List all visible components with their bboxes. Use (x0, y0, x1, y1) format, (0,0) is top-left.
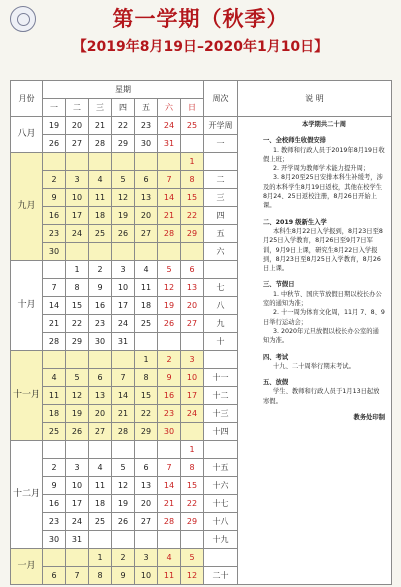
week-number: 八 (204, 297, 238, 315)
day-cell (135, 243, 158, 261)
day-cell: 30 (89, 333, 112, 351)
day-cell (43, 153, 66, 171)
week-number: 十二 (204, 387, 238, 405)
day-cell: 26 (112, 513, 135, 531)
day-cell (158, 243, 181, 261)
day-cell: 3 (112, 261, 135, 279)
day-cell: 19 (112, 207, 135, 225)
day-cell: 13 (135, 189, 158, 207)
day-cell: 3 (66, 171, 89, 189)
day-cell: 18 (43, 405, 66, 423)
day-cell: 2 (89, 261, 112, 279)
day-cell (181, 531, 204, 549)
day-cell: 21 (158, 495, 181, 513)
month-label: 九月 (11, 153, 43, 261)
day-cell: 7 (158, 459, 181, 477)
day-cell: 29 (181, 513, 204, 531)
day-cell: 1 (135, 351, 158, 369)
day-cell: 21 (158, 207, 181, 225)
week-number: 二 (204, 171, 238, 189)
day-cell: 1 (181, 153, 204, 171)
day-cell: 7 (112, 369, 135, 387)
day-cell: 11 (158, 567, 181, 585)
day-cell: 21 (43, 315, 66, 333)
week-number: 十八 (204, 513, 238, 531)
day-cell (112, 153, 135, 171)
day-cell: 7 (158, 171, 181, 189)
weekday-header: 四 (112, 99, 135, 117)
date-range-subtitle: 【2019年8月19日–2020年1月10日】 (72, 39, 329, 55)
day-cell: 2 (112, 549, 135, 567)
day-cell: 4 (43, 369, 66, 387)
day-cell: 14 (158, 189, 181, 207)
weekday-header: 六 (158, 99, 181, 117)
week-number: 五 (204, 225, 238, 243)
day-cell (66, 153, 89, 171)
day-cell: 19 (66, 405, 89, 423)
day-cell: 10 (66, 477, 89, 495)
notes-section-title: 二、2019 级新生入学 (263, 218, 327, 226)
day-cell (112, 531, 135, 549)
day-cell: 15 (181, 477, 204, 495)
day-cell: 20 (135, 495, 158, 513)
page-title: 第一学期（秋季） (112, 6, 289, 31)
day-cell: 29 (112, 135, 135, 153)
month-label: 十一月 (11, 351, 43, 441)
notes-section-title: 三、节假日 (263, 281, 295, 289)
day-cell (181, 135, 204, 153)
day-cell (158, 441, 181, 459)
notes-intro: 本学期共二十周 (301, 121, 347, 128)
week-number: 四 (204, 207, 238, 225)
day-cell: 26 (43, 135, 66, 153)
day-cell: 21 (89, 117, 112, 135)
week-number: 十 (204, 333, 238, 351)
day-cell: 30 (43, 243, 66, 261)
day-cell: 6 (181, 261, 204, 279)
week-number: 十九 (204, 531, 238, 549)
day-cell: 27 (66, 135, 89, 153)
day-cell: 1 (66, 261, 89, 279)
weekday-header: 一 (43, 99, 66, 117)
day-cell (89, 441, 112, 459)
day-cell: 28 (89, 135, 112, 153)
day-cell: 8 (66, 279, 89, 297)
day-cell: 28 (158, 225, 181, 243)
week-number: 十三 (204, 405, 238, 423)
day-cell: 23 (158, 405, 181, 423)
day-cell: 2 (43, 171, 66, 189)
day-cell: 18 (135, 297, 158, 315)
day-cell: 16 (43, 207, 66, 225)
notes-paragraph: 十九、二十周举行期末考试。 (273, 362, 355, 370)
day-cell (66, 351, 89, 369)
day-cell (158, 333, 181, 351)
day-cell: 14 (158, 477, 181, 495)
day-cell: 22 (112, 117, 135, 135)
day-cell (181, 243, 204, 261)
day-cell: 13 (181, 279, 204, 297)
day-cell: 12 (158, 279, 181, 297)
day-cell: 10 (66, 189, 89, 207)
day-cell: 15 (66, 297, 89, 315)
day-cell: 20 (89, 405, 112, 423)
week-number: 三 (204, 189, 238, 207)
day-cell: 5 (112, 459, 135, 477)
week-number (204, 153, 238, 171)
day-cell: 6 (135, 459, 158, 477)
day-cell (43, 441, 66, 459)
notes-paragraph: 本科生8月22日入学报到，8月23日至8月25日入学教育，8月26日至9月7日军训，9月9日上课，研究生8月22日入学报到，8月23日至8月25日入学教育，8月26日上课。 (263, 227, 383, 273)
day-cell: 26 (66, 423, 89, 441)
day-cell: 2 (158, 351, 181, 369)
month-column-header: 月份 (11, 81, 43, 117)
week-number (204, 261, 238, 279)
day-cell: 3 (66, 459, 89, 477)
day-cell (135, 333, 158, 351)
weekday-header: 三 (89, 99, 112, 117)
day-cell: 30 (43, 531, 66, 549)
day-cell: 28 (112, 423, 135, 441)
day-cell: 20 (135, 207, 158, 225)
day-cell: 8 (135, 369, 158, 387)
week-number: 十六 (204, 477, 238, 495)
day-cell: 31 (112, 333, 135, 351)
notes-paragraph: 学生、教师和行政人员于1月13日起放寒假。 (263, 388, 380, 405)
day-cell: 4 (89, 171, 112, 189)
day-cell: 4 (158, 549, 181, 567)
day-cell: 16 (43, 495, 66, 513)
day-cell: 3 (181, 351, 204, 369)
day-cell: 17 (66, 207, 89, 225)
day-cell: 21 (112, 405, 135, 423)
week-number: 开学周 (204, 117, 238, 135)
day-cell: 16 (89, 297, 112, 315)
day-cell: 25 (181, 117, 204, 135)
week-column-header: 周次 (204, 81, 238, 117)
day-cell: 31 (158, 135, 181, 153)
day-cell: 15 (135, 387, 158, 405)
day-cell: 12 (66, 387, 89, 405)
day-cell: 23 (89, 315, 112, 333)
day-cell: 6 (135, 171, 158, 189)
day-cell: 12 (181, 567, 204, 585)
day-cell: 9 (112, 567, 135, 585)
day-cell: 20 (66, 117, 89, 135)
week-number (204, 549, 238, 567)
day-cell: 25 (89, 225, 112, 243)
day-cell: 28 (43, 333, 66, 351)
day-cell: 9 (158, 369, 181, 387)
day-cell: 29 (66, 333, 89, 351)
day-cell: 10 (181, 369, 204, 387)
day-cell (66, 243, 89, 261)
day-cell: 17 (112, 297, 135, 315)
day-cell: 5 (181, 549, 204, 567)
notes-paragraph: 3. 8月20至25日安排本科生补缓考，涉及的本科学生8月19日返校，其他在校学生8月24、25日返校注册，8月26日开始上课。 (263, 174, 383, 210)
week-number: 七 (204, 279, 238, 297)
day-cell: 14 (112, 387, 135, 405)
day-cell: 11 (89, 189, 112, 207)
week-number: 六 (204, 243, 238, 261)
day-cell: 6 (43, 567, 66, 585)
day-cell (112, 351, 135, 369)
week-number: 十一 (204, 369, 238, 387)
week-number: 十五 (204, 459, 238, 477)
day-cell: 19 (158, 297, 181, 315)
day-cell: 10 (112, 279, 135, 297)
day-cell: 8 (181, 171, 204, 189)
weekday-group-header: 星期 (43, 81, 204, 99)
day-cell: 19 (43, 117, 66, 135)
day-cell: 14 (43, 297, 66, 315)
week-number: 十七 (204, 495, 238, 513)
day-cell (66, 441, 89, 459)
weekday-header: 五 (135, 99, 158, 117)
notes-panel (263, 120, 385, 422)
notes-signature: 教务处印制 (353, 414, 385, 422)
day-cell (135, 531, 158, 549)
month-label: 八月 (11, 117, 43, 153)
day-cell: 24 (112, 315, 135, 333)
day-cell: 12 (112, 477, 135, 495)
day-cell (89, 243, 112, 261)
day-cell: 11 (89, 477, 112, 495)
day-cell: 5 (112, 171, 135, 189)
day-cell: 5 (66, 369, 89, 387)
day-cell: 24 (158, 117, 181, 135)
day-cell: 25 (135, 315, 158, 333)
day-cell: 16 (158, 387, 181, 405)
day-cell (112, 243, 135, 261)
day-cell (43, 549, 66, 567)
day-cell: 7 (43, 279, 66, 297)
day-cell: 29 (135, 423, 158, 441)
weekday-header: 二 (66, 99, 89, 117)
day-cell: 13 (135, 477, 158, 495)
notes-section-title: 四、考试 (263, 353, 289, 361)
day-cell (89, 531, 112, 549)
day-cell: 10 (135, 567, 158, 585)
notes-paragraph: 1. 中秋节、国庆节放假日期以校长办公室的通知为准； (263, 290, 382, 308)
notes-section-title: 一、全校师生收假安排 (263, 137, 326, 145)
day-cell: 25 (43, 423, 66, 441)
week-number: 一 (204, 135, 238, 153)
day-cell (135, 153, 158, 171)
notes-paragraph: 2. 十一周为体育文化周，11月 7、8、9日举行运动会； (263, 309, 385, 326)
day-cell: 22 (181, 207, 204, 225)
day-cell (158, 531, 181, 549)
day-cell: 5 (158, 261, 181, 279)
day-cell: 30 (158, 423, 181, 441)
day-cell: 9 (89, 279, 112, 297)
day-cell: 2 (43, 459, 66, 477)
day-cell (112, 441, 135, 459)
week-number (204, 351, 238, 369)
day-cell: 27 (135, 225, 158, 243)
day-cell: 26 (158, 315, 181, 333)
day-cell: 24 (66, 225, 89, 243)
day-cell (181, 423, 204, 441)
day-cell (43, 351, 66, 369)
day-cell: 24 (66, 513, 89, 531)
day-cell: 9 (43, 477, 66, 495)
day-cell (89, 153, 112, 171)
day-cell: 8 (89, 567, 112, 585)
month-label: 一月 (11, 549, 43, 585)
day-cell (43, 261, 66, 279)
day-cell: 17 (66, 495, 89, 513)
day-cell: 24 (181, 405, 204, 423)
day-cell: 19 (112, 495, 135, 513)
notes-column-header: 说 明 (238, 81, 392, 117)
day-cell: 18 (89, 207, 112, 225)
day-cell: 12 (112, 189, 135, 207)
day-cell: 23 (135, 117, 158, 135)
day-cell: 1 (89, 549, 112, 567)
day-cell: 1 (181, 441, 204, 459)
day-cell: 27 (89, 423, 112, 441)
day-cell: 18 (89, 495, 112, 513)
day-cell (181, 333, 204, 351)
day-cell: 23 (43, 225, 66, 243)
notes-paragraph: 1. 教师和行政人员于2019年8月19日收假上班； (263, 146, 385, 163)
day-cell: 6 (89, 369, 112, 387)
day-cell: 7 (66, 567, 89, 585)
day-cell: 27 (181, 315, 204, 333)
day-cell: 8 (181, 459, 204, 477)
day-cell: 31 (66, 531, 89, 549)
day-cell (135, 441, 158, 459)
week-number: 九 (204, 315, 238, 333)
day-cell (158, 153, 181, 171)
notes-paragraph: 2. 开学周为教师学术能力提升周； (273, 165, 370, 173)
week-number (204, 441, 238, 459)
day-cell: 23 (43, 513, 66, 531)
day-cell: 22 (135, 405, 158, 423)
day-cell: 20 (181, 297, 204, 315)
day-cell: 25 (89, 513, 112, 531)
day-cell: 11 (43, 387, 66, 405)
day-cell: 11 (135, 279, 158, 297)
notes-paragraph: 3. 2020年元旦放假以校长办公室的通知为准。 (263, 327, 379, 345)
day-cell: 28 (158, 513, 181, 531)
day-cell: 29 (181, 225, 204, 243)
day-cell: 30 (135, 135, 158, 153)
weekday-header: 日 (181, 99, 204, 117)
week-number: 十四 (204, 423, 238, 441)
notes-section-title: 五、放假 (263, 379, 289, 387)
month-label: 十二月 (11, 441, 43, 549)
day-cell (66, 549, 89, 567)
day-cell: 27 (135, 513, 158, 531)
week-number: 二十 (204, 567, 238, 585)
day-cell: 17 (181, 387, 204, 405)
day-cell (89, 351, 112, 369)
day-cell: 15 (181, 189, 204, 207)
day-cell: 22 (66, 315, 89, 333)
day-cell: 13 (89, 387, 112, 405)
day-cell: 4 (135, 261, 158, 279)
month-label: 十月 (11, 261, 43, 351)
day-cell: 4 (89, 459, 112, 477)
day-cell: 22 (181, 495, 204, 513)
day-cell: 9 (43, 189, 66, 207)
day-cell: 3 (135, 549, 158, 567)
day-cell: 26 (112, 225, 135, 243)
